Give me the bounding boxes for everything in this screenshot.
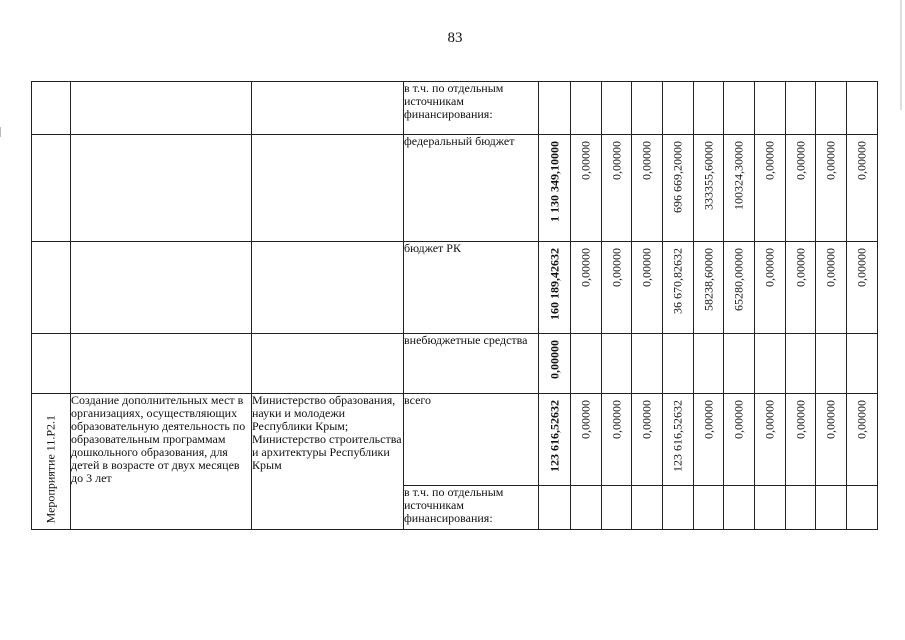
value-cell xyxy=(571,82,602,135)
year-value: 65280,00000 xyxy=(731,248,746,311)
value-cell xyxy=(663,486,694,530)
value-cell xyxy=(539,82,571,135)
event-id-cell-blank xyxy=(32,135,71,242)
value-cell xyxy=(786,242,816,334)
year-value: 0,00000 xyxy=(793,400,807,439)
value-cell xyxy=(786,486,816,530)
value-cell xyxy=(694,486,724,530)
year-value: 123 616,52632 xyxy=(670,400,685,472)
event-id-cell xyxy=(32,394,71,530)
value-cell xyxy=(786,334,816,394)
value-cell xyxy=(724,486,755,530)
value-cell xyxy=(786,394,816,486)
year-value: 0,00000 xyxy=(854,141,869,180)
total-cell xyxy=(539,135,571,242)
year-value: 0,00000 xyxy=(639,400,654,439)
year-value: 0,00000 xyxy=(762,248,777,287)
value-cell xyxy=(847,394,878,486)
year-value: 0,00000 xyxy=(793,141,807,180)
value-cell xyxy=(816,486,847,530)
page-number: 83 xyxy=(447,30,463,46)
year-value: 0,00000 xyxy=(639,141,654,180)
value-cell xyxy=(847,242,878,334)
total-cell xyxy=(539,242,571,334)
year-value: 0,00000 xyxy=(609,141,623,180)
total-cell xyxy=(539,394,571,486)
value-cell xyxy=(694,334,724,394)
value-cell xyxy=(602,486,632,530)
value-cell xyxy=(632,82,663,135)
year-value: 58238,60000 xyxy=(701,248,715,311)
source-cell: в т.ч. по отдельным источникам финансирования: xyxy=(404,82,539,135)
source-cell: федеральный бюджет xyxy=(404,135,539,242)
year-value: 0,00000 xyxy=(731,400,746,439)
event-description: Создание дополнительных мест в организациях, осуществляющих образовательную деятельность по образовательным программам дошкольного образования, для детей в возрасте от двух месяцев до 3 лет xyxy=(71,394,252,530)
value-cell xyxy=(571,242,602,334)
value-cell xyxy=(602,394,632,486)
value-cell xyxy=(816,394,847,486)
description-cell-blank xyxy=(71,334,252,394)
value-cell xyxy=(786,135,816,242)
source-cell: бюджет РК xyxy=(404,242,539,334)
value-cell xyxy=(571,486,602,530)
source-cell: в т.ч. по отдельным источникам финансирования: xyxy=(404,486,539,530)
year-value: 0,00000 xyxy=(823,141,838,180)
year-value: 0,00000 xyxy=(578,248,593,287)
value-cell xyxy=(602,82,632,135)
source-cell: всего xyxy=(404,394,539,486)
value-cell xyxy=(694,242,724,334)
value-cell xyxy=(786,82,816,135)
executor-cell-blank xyxy=(252,82,404,135)
year-value: 0,00000 xyxy=(609,248,623,287)
table-row xyxy=(32,135,878,242)
value-cell xyxy=(724,334,755,394)
value-cell xyxy=(816,242,847,334)
value-cell xyxy=(755,394,786,486)
value-cell xyxy=(663,334,694,394)
total-cell xyxy=(539,334,571,394)
value-cell xyxy=(847,82,878,135)
value-cell xyxy=(755,334,786,394)
year-value: 696 669,20000 xyxy=(670,141,685,213)
value-cell xyxy=(755,242,786,334)
year-value: 0,00000 xyxy=(609,400,623,439)
table-row xyxy=(32,242,878,334)
value-cell xyxy=(663,135,694,242)
value-cell xyxy=(663,82,694,135)
value-cell xyxy=(847,334,878,394)
year-value: 0,00000 xyxy=(823,248,838,287)
year-value: 0,00000 xyxy=(823,400,838,439)
total-value: 123 616,52632 xyxy=(547,400,561,472)
table-row xyxy=(32,394,878,486)
value-cell xyxy=(847,135,878,242)
value-cell xyxy=(724,242,755,334)
value-cell xyxy=(847,486,878,530)
year-value: 0,00000 xyxy=(578,141,593,180)
value-cell xyxy=(816,82,847,135)
value-cell xyxy=(724,135,755,242)
value-cell xyxy=(663,394,694,486)
value-cell xyxy=(724,82,755,135)
table-row xyxy=(32,82,878,135)
year-value: 333355,60000 xyxy=(701,141,715,210)
value-cell xyxy=(755,82,786,135)
funding-table xyxy=(31,81,878,530)
year-value: 0,00000 xyxy=(578,400,593,439)
event-id-cell-blank xyxy=(32,334,71,394)
value-cell xyxy=(663,242,694,334)
value-cell xyxy=(632,135,663,242)
value-cell xyxy=(694,394,724,486)
value-cell xyxy=(694,135,724,242)
year-value: 0,00000 xyxy=(701,400,715,439)
value-cell xyxy=(571,334,602,394)
event-executor: Министерство образования, науки и молодежи Республики Крым; Министерство строительства и архитектуры Республики Крым xyxy=(252,394,404,530)
event-id: Мероприятие 11.Р2.1 xyxy=(43,414,58,523)
year-value: 100324,30000 xyxy=(731,141,746,210)
total-value: 0,00000 xyxy=(547,340,561,379)
total-cell xyxy=(539,486,571,530)
year-value: 0,00000 xyxy=(854,248,869,287)
value-cell xyxy=(602,334,632,394)
year-value: 0,00000 xyxy=(793,248,807,287)
value-cell xyxy=(632,242,663,334)
value-cell xyxy=(755,135,786,242)
total-value: 1 130 349,10000 xyxy=(547,141,561,222)
source-cell: внебюджетные средства xyxy=(404,334,539,394)
value-cell xyxy=(632,334,663,394)
value-cell xyxy=(632,486,663,530)
total-value: 160 189,42632 xyxy=(547,248,561,320)
description-cell-blank xyxy=(71,135,252,242)
year-value: 0,00000 xyxy=(639,248,654,287)
value-cell xyxy=(694,82,724,135)
value-cell xyxy=(632,394,663,486)
table-row xyxy=(32,334,878,394)
executor-cell-blank xyxy=(252,334,404,394)
scan-edge-mark xyxy=(0,127,1,137)
event-id-cell-blank xyxy=(32,82,71,135)
year-value: 36 670,82632 xyxy=(670,248,685,314)
value-cell xyxy=(755,486,786,530)
value-cell xyxy=(724,394,755,486)
value-cell xyxy=(602,242,632,334)
value-cell xyxy=(602,135,632,242)
value-cell xyxy=(816,334,847,394)
scan-edge-shadow xyxy=(900,0,902,110)
value-cell xyxy=(571,394,602,486)
value-cell xyxy=(571,135,602,242)
executor-cell-blank xyxy=(252,242,404,334)
value-cell xyxy=(816,135,847,242)
year-value: 0,00000 xyxy=(762,141,777,180)
description-cell-blank xyxy=(71,242,252,334)
year-value: 0,00000 xyxy=(854,400,869,439)
year-value: 0,00000 xyxy=(762,400,777,439)
description-cell-blank xyxy=(71,82,252,135)
event-id-cell-blank xyxy=(32,242,71,334)
executor-cell-blank xyxy=(252,135,404,242)
